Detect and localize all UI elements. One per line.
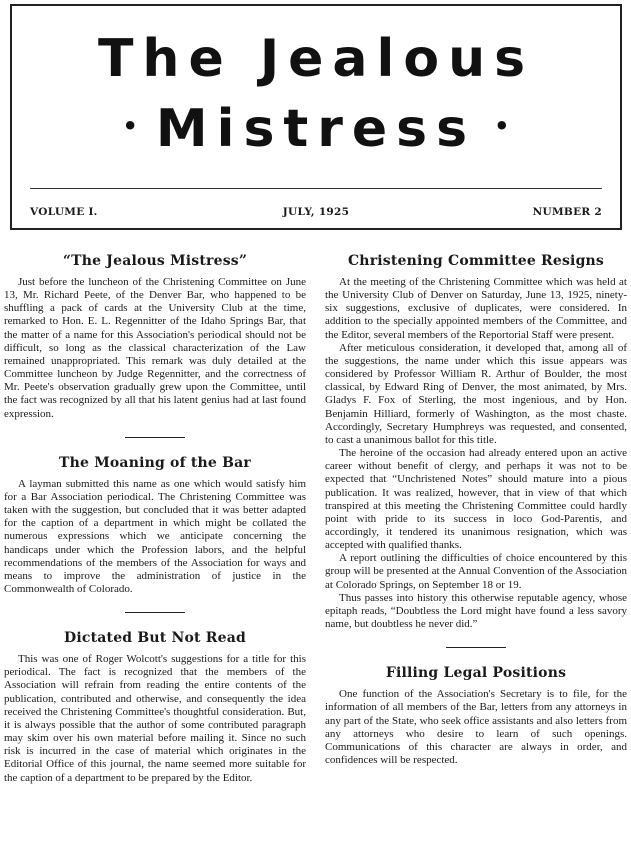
article-paragraph: This was one of Roger Wolcott's suggestions for a title for this periodical. The fact is recognized that the members of the Association will refrain from reading the entire contents of the publication, contributed and otherwise, and consequently the idea received the Christening Committee's thoughtful consideration. But, it is always possible that the author of some contributed paragraph may skim over his own material before mailing it. Since no such risk is incurred in the case of material which originates in the Editorial Office of this journal, the name seemed more suitable for the caption of a department to be prepared by the Editor. — [4, 653, 306, 784]
article-filling-legal-positions — [325, 664, 627, 767]
left-column — [4, 252, 306, 785]
article-paragraph: The heroine of the occasion had already entered upon an active career without benefit of clergy, and perhaps it was not to be expected that “Unchristened Notes” should mature into a pious publication. It was realized, however, that in view of that which transpired at this meeting the Christening Committee could hardly point with pride to its success in loco God-Parentis, and accordingly, it tendered its unanimous resignation, which was accepted with qualified thanks. — [325, 447, 627, 552]
article-separator — [125, 437, 185, 438]
masthead-rule — [30, 188, 602, 189]
bullet-ornament-right: • — [494, 112, 510, 140]
article-headline: Dictated But Not Read — [64, 630, 246, 647]
article-separator — [446, 647, 506, 648]
article-headline: “The Jealous Mistress” — [62, 253, 248, 269]
article-paragraph: One function of the Association's Secretary is to file, for the information of all members of the Bar, letters from any attorneys in any part of the State, who seek office assistants and also letters from any attorneys who desire to learn of such openings. Communications of this character are always in order, and confidences will be respected. — [325, 688, 627, 766]
article-dictated-but-not-read — [4, 629, 306, 785]
article-paragraph: After meticulous consideration, it developed that, among all of the suggestions, the name under which this issue appears was considered by Professor William R. Arthur of Boulder, the most classical, by Edward Ring of Denver, the most animated, by Mrs. Gladys F. Fox of Sterling, the most ingenious, and by Hon. Benjamin Hilliard, formerly of Washington, as the most chaste. Accordingly, Secretary Humphreys was requested, and consented, to cast a unanimous ballot for this title. — [325, 341, 627, 446]
issue-number: NUMBER 2 — [532, 206, 602, 218]
article-headline: Christening Committee Resigns — [347, 253, 605, 269]
masthead-title-line-2 — [12, 98, 620, 163]
article-christening-committee-resigns — [325, 252, 627, 631]
masthead-title-line-1: The Jealous — [97, 29, 535, 89]
bullet-ornament-left: • — [122, 112, 138, 140]
article-jealous-mistress — [4, 252, 306, 421]
article-paragraph: A report outlining the difficulties of choice encountered by this group will be presented at the Annual Convention of the Association at Colorado Springs, on September 18 or 19. — [325, 552, 627, 591]
masthead-title-word: Mistress — [155, 99, 477, 159]
article-headline: Filling Legal Positions — [385, 665, 567, 682]
article-headline: The Moaning of the Bar — [59, 454, 251, 471]
issue-date: JULY, 1925 — [282, 206, 350, 218]
article-separator — [125, 612, 185, 613]
right-column — [325, 252, 627, 767]
article-paragraph: Thus passes into history this otherwise reputable agency, whose epitaph reads, “Doubtless the Lord might have found a less savory name, but doubtless he never did.” — [325, 591, 627, 631]
article-moaning-of-the-bar — [4, 454, 306, 596]
issue-volume: VOLUME I. — [30, 206, 98, 218]
masthead — [10, 4, 622, 230]
article-paragraph: At the meeting of the Christening Committee which was held at the University Club of Denver on Saturday, June 13, 1925, ninety-six suggestions, exclusive of duplicates, were considered. In addition to the specially appointed members of the Committee, and the Editor, several members of the Reportorial Staff were present. — [325, 276, 627, 341]
article-paragraph: A layman submitted this name as one which would satisfy him for a Bar Association periodical. The Christening Committee was taken with the suggestion, but concluded that it was better adapted for the caption of a department in which might be collated the numerous expressions which we anticipate concerning the handicaps under which the Profession labors, and the helpful recommendations of the members of the Association for ways and means to improve the administration of justice in the Commonwealth of Colorado. — [4, 477, 306, 595]
article-paragraph: Just before the luncheon of the Christening Committee on June 13, Mr. Richard Peete, of the Denver Bar, who happened to be shuffling a pack of cards at the University Club at the time, remarked to Hon. E. L. Regennitter of the Idaho Springs Bar, that the matter of a name for this Association's periodical should not be difficult, so long as the classical characterization of the Law remained unappropriated. This remark was duly detailed at the Committee luncheon by Judge Regennitter, and the correctness of Mr. Peete's observation gradually grew upon the Committee, until the fact was recognized by all that his latent genius had at last found expression. — [4, 276, 306, 420]
